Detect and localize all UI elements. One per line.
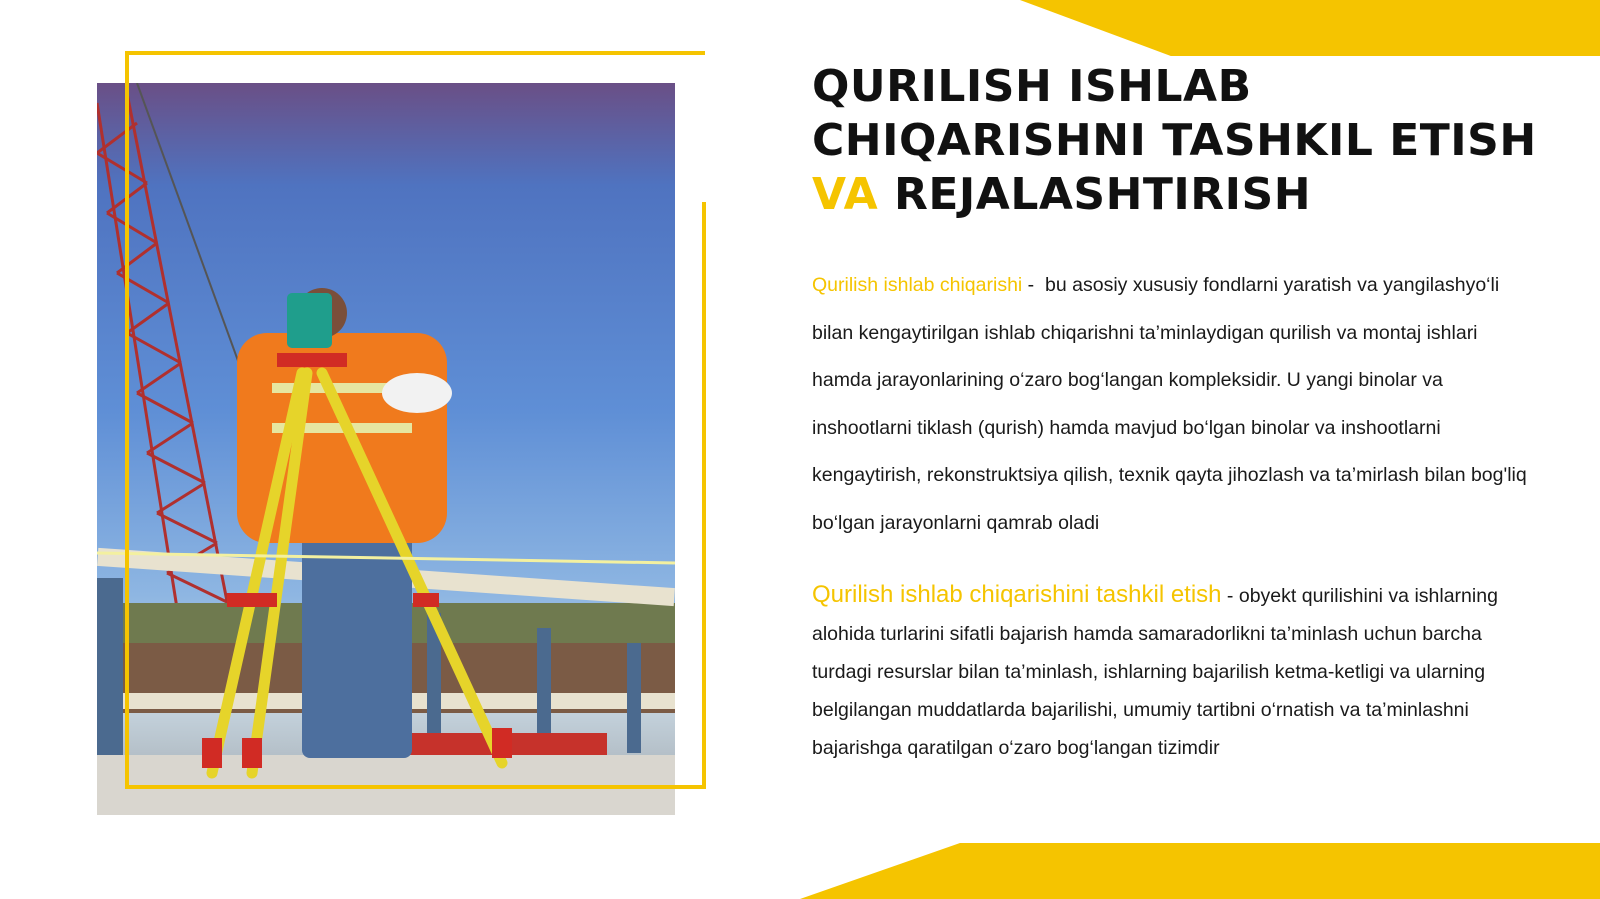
definition-dash-2: -	[1221, 585, 1239, 607]
title-line-3	[812, 168, 1552, 222]
definition-paragraph-1	[812, 262, 1532, 547]
surveyor-photo	[97, 83, 675, 815]
frame-line-bottom	[125, 785, 706, 789]
frame-line-right	[702, 202, 706, 789]
frame-line-left	[125, 51, 129, 787]
title-line-1: QURILISH ISHLAB	[812, 61, 1252, 112]
definition-text-2: obyekt qurilishini va ishlarning alohida turlarini sifatli bajarish hamda samaradorlikni ta’minlash uchun barcha turdagi resurslar bilan ta’minlash, ishlarning bajarilish ketma-ketligi va ularning belgilangan muddatlarda bajarilishi, umumiy tartibni o‘rnatish va ta’minlashni bajarishga qaratilgan o‘zaro bog‘langan tizimdir	[812, 585, 1498, 759]
frame-line-top	[125, 51, 705, 55]
top-accent-band	[1020, 0, 1600, 56]
title-accent-word: VA	[812, 169, 879, 220]
definition-text-1: bu asosiy xususiy fondlarni yaratish va yangilashyo‘li bilan kengaytirilgan ishlab chiqarishni ta’minlaydigan qurilish va montaj ishlari hamda jarayonlarining o‘zaro bog‘langan kompleksidir. U yangi binolar va inshootlarni tiklash (qurish) hamda mavjud bo‘lgan binolar va inshootlarni kengaytirish, rekonstruktsiya qilish, texnik qayta jihozlash va ta’mirlash bilan bog'liq bo‘lgan jarayonlarni qamrab oladi	[812, 274, 1527, 534]
definition-dash-1: -	[1022, 274, 1046, 296]
title-line-3-rest: REJALASHTIRISH	[893, 169, 1312, 220]
title-line-2: CHIQARISHNI TASHKIL ETISH	[812, 115, 1537, 166]
bottom-accent-band	[800, 843, 1600, 899]
slide-title	[812, 60, 1552, 222]
definition-term-1: Qurilish ishlab chiqarishi	[812, 274, 1023, 296]
definition-term-2: Qurilish ishlab chiqarishini tashkil etish	[812, 581, 1222, 608]
definition-paragraph-2	[812, 576, 1532, 767]
